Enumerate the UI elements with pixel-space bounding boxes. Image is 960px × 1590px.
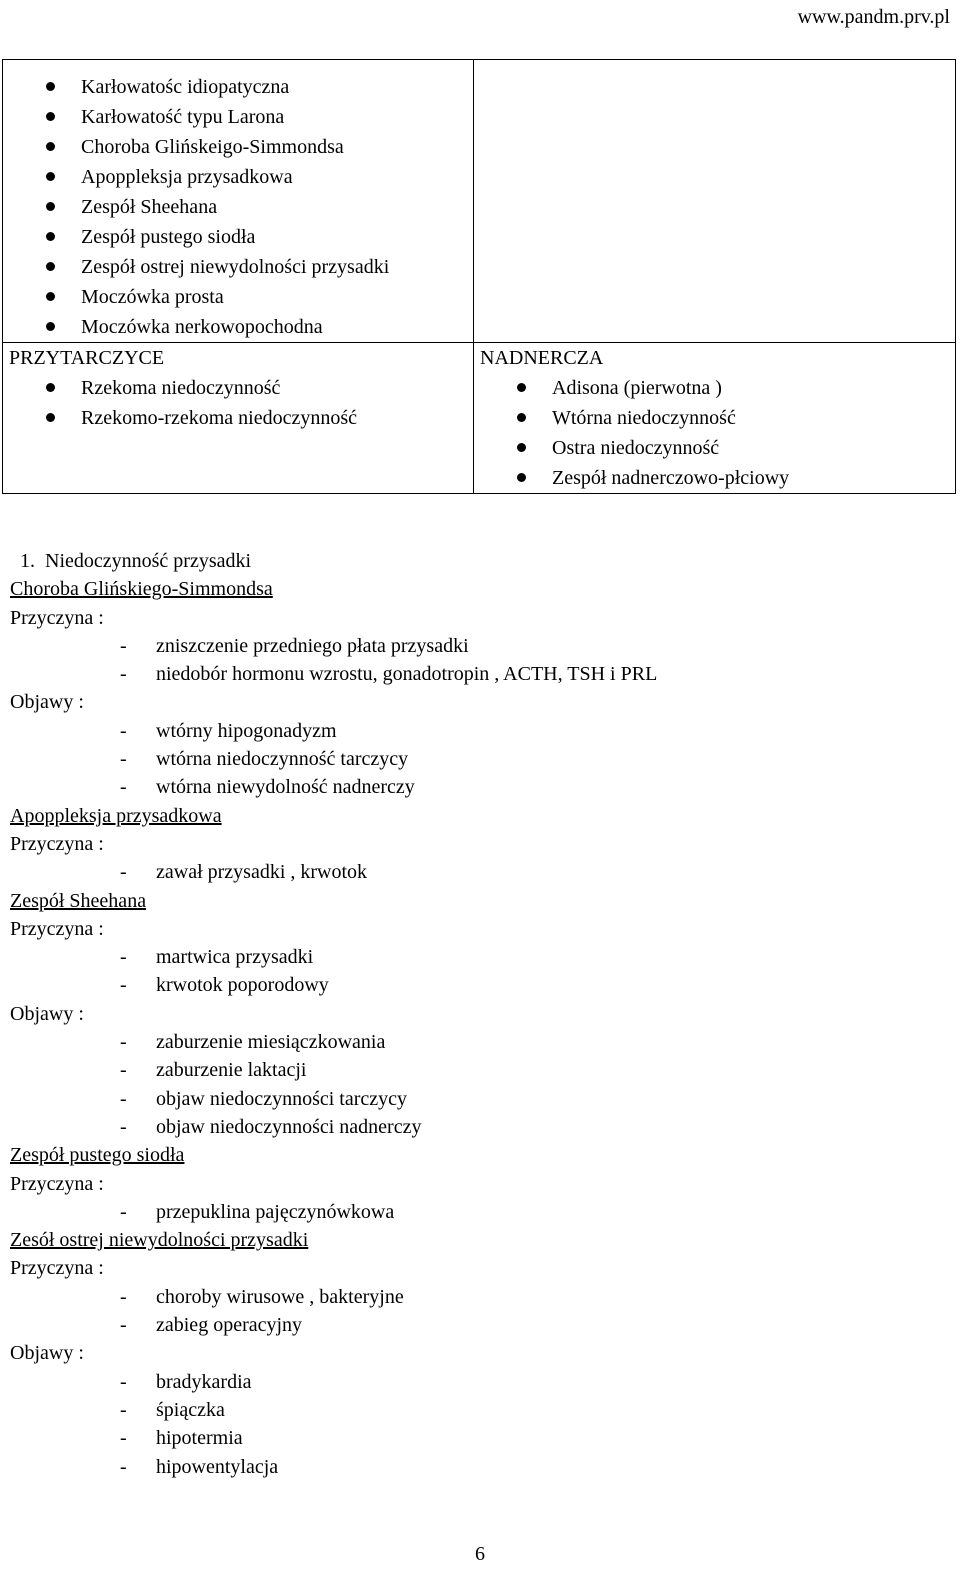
top-cell (3, 60, 474, 343)
list-item: Zespół ostrej niewydolności przysadki (3, 252, 473, 282)
dash-text: wtórny hipogonadyzm (156, 719, 337, 742)
dash-text: zaburzenie laktacji (156, 1059, 307, 1082)
dash-item (10, 717, 950, 745)
list-item: Moczówka prosta (3, 282, 473, 312)
dash-marker: - (120, 776, 127, 799)
objawy-label: Objawy : (10, 1342, 84, 1365)
list-item: Moczówka nerkowopochodna (3, 312, 473, 342)
dash-text: wtórna niedoczynność tarczycy (156, 748, 409, 771)
dash-marker: - (120, 861, 127, 884)
empty-cell (474, 60, 956, 343)
dash-item (10, 858, 950, 886)
page-number: 6 (475, 1543, 485, 1565)
przyczyna-label: Przyczyna : (10, 1257, 104, 1280)
przyczyna-label: Przyczyna : (10, 832, 104, 855)
section-title: Niedoczynność przysadki (45, 550, 252, 572)
dash-item (10, 745, 950, 773)
content-section (10, 547, 950, 1481)
entry-title: Apoppleksja przysadkowa (10, 804, 222, 827)
dash-marker: - (120, 974, 127, 997)
objawy-label: Objawy : (10, 1002, 84, 1025)
list-item: Rzekoma niedoczynność (3, 373, 473, 403)
list-item: Wtórna niedoczynność (474, 403, 955, 433)
list-item: Apoppleksja przysadkowa (3, 162, 473, 192)
dash-marker: - (120, 748, 127, 771)
list-item: Zespół pustego siodła (3, 222, 473, 252)
list-item: Zespół Sheehana (3, 192, 473, 222)
list-item: Zespół nadnerczowo-płciowy (474, 463, 955, 493)
dash-marker: - (120, 634, 127, 657)
dash-marker: - (120, 1087, 127, 1110)
section-heading (10, 547, 950, 575)
objawy-label: Objawy : (10, 691, 84, 714)
dash-item (10, 1368, 950, 1396)
entry-title: Zespół Sheehana (10, 889, 147, 912)
dash-item (10, 1085, 950, 1113)
adrenal-list (474, 373, 955, 493)
dash-text: hipowentylacja (156, 1455, 279, 1478)
dash-text: zniszczenie przedniego płata przysadki (156, 634, 469, 657)
dash-text: niedobór hormonu wzrostu, gonadotropin , ACTH, TSH i PRL (156, 663, 658, 686)
dash-marker: - (120, 663, 127, 686)
section-number: 1. (20, 550, 35, 572)
entry-title: Zespół pustego siodła (10, 1144, 185, 1167)
dash-item (10, 773, 950, 801)
dash-text: zaburzenie miesiączkowania (156, 1031, 386, 1054)
dash-text: choroby wirusowe , bakteryjne (156, 1285, 404, 1308)
przyczyna-label: Przyczyna : (10, 1172, 104, 1195)
dash-marker: - (120, 1398, 127, 1421)
dash-item (10, 1396, 950, 1424)
dash-item (10, 1424, 950, 1452)
przyczyna-label: Przyczyna : (10, 606, 104, 629)
dash-marker: - (120, 1059, 127, 1082)
dash-item (10, 1198, 950, 1226)
dash-text: wtórna niewydolność nadnerczy (156, 776, 415, 799)
entry-title: Choroba Glińskiego-Simmondsa (10, 578, 273, 601)
dash-item (10, 971, 950, 999)
dash-text: przepuklina pajęczynówkowa (156, 1200, 395, 1223)
dash-marker: - (120, 1285, 127, 1308)
list-item: Ostra niedoczynność (474, 433, 955, 463)
parathyroid-list (3, 373, 473, 433)
dash-marker: - (120, 1200, 127, 1223)
entry-title: Zesół ostrej niewydolności przysadki (10, 1229, 309, 1252)
dash-marker: - (120, 1031, 127, 1054)
dash-text: zawał przysadki , krwotok (156, 861, 368, 884)
dash-text: bradykardia (156, 1370, 252, 1393)
przyczyna-label: Przyczyna : (10, 917, 104, 940)
pituitary-disease-list (3, 72, 473, 342)
dash-item (10, 1113, 950, 1141)
dash-marker: - (120, 1455, 127, 1478)
list-item: Adisona (pierwotna ) (474, 373, 955, 403)
dash-marker: - (120, 719, 127, 742)
dash-marker: - (120, 1370, 127, 1393)
dash-marker: - (120, 1427, 127, 1450)
dash-item (10, 660, 950, 688)
dash-item (10, 632, 950, 660)
dash-text: zabieg operacyjny (156, 1314, 303, 1337)
list-item: Choroba Glińskeigo-Simmondsa (3, 132, 473, 162)
dash-item (10, 1311, 950, 1339)
right-cell (474, 343, 956, 494)
heading-przytarczyce: PRZYTARCZYCE (9, 347, 165, 369)
overview-table (2, 59, 956, 494)
list-item: Karłowatośc idiopatyczna (3, 72, 473, 102)
watermark-url: www.pandm.prv.pl (797, 6, 950, 28)
dash-item (10, 1283, 950, 1311)
dash-item (10, 1453, 950, 1481)
dash-item (10, 943, 950, 971)
dash-text: hipotermia (156, 1427, 243, 1450)
entries-container (10, 575, 950, 1481)
dash-text: śpiączka (156, 1398, 225, 1421)
dash-marker: - (120, 1115, 127, 1138)
list-item: Karłowatość typu Larona (3, 102, 473, 132)
dash-item (10, 1056, 950, 1084)
dash-marker: - (120, 946, 127, 969)
dash-item (10, 1028, 950, 1056)
dash-text: krwotok poporodowy (156, 974, 329, 997)
dash-text: martwica przysadki (156, 946, 314, 969)
dash-marker: - (120, 1314, 127, 1337)
dash-text: objaw niedoczynności tarczycy (156, 1087, 408, 1110)
dash-text: objaw niedoczynności nadnerczy (156, 1115, 422, 1138)
list-item: Rzekomo-rzekoma niedoczynność (3, 403, 473, 433)
left-cell (3, 343, 474, 494)
heading-nadnercza: NADNERCZA (480, 347, 604, 369)
